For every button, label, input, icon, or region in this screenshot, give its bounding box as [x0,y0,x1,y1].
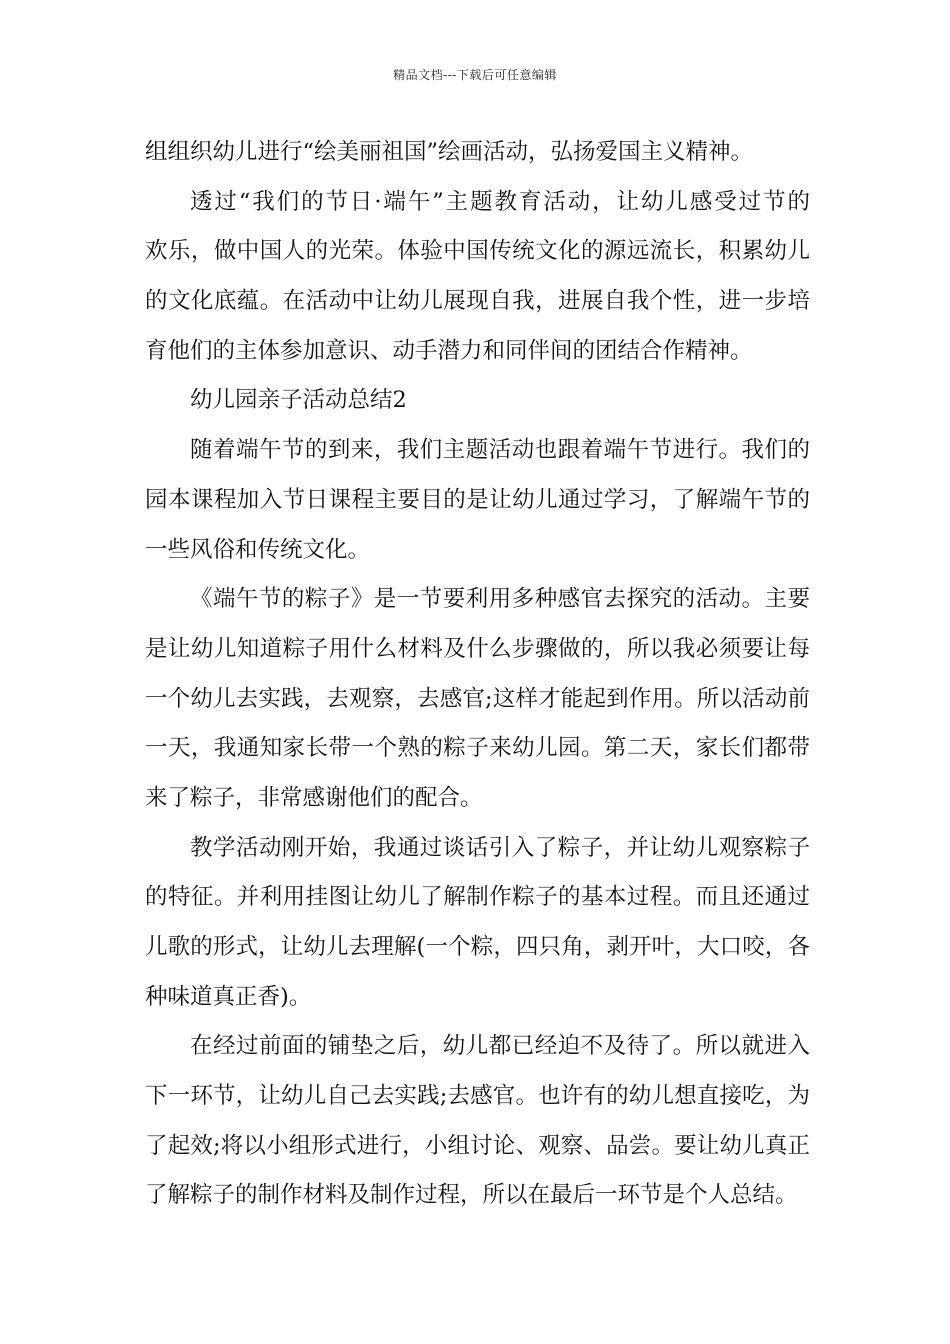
text-line: 一些风俗和传统文化。 [145,536,371,563]
paragraph-first-line: 教学活动刚开始，我通过谈话引入了粽子，并让幼儿观察粽子 [190,834,810,861]
text-line: 的特征。并利用挂图让幼儿了解制作粽子的基本过程。而且还通过 [145,884,810,911]
paragraph-first-line: 《端午节的粽子》是一节要利用多种感官去探究的活动。主要 [190,586,810,613]
paragraph-first-line: 随着端午节的到来，我们主题活动也跟着端午节进行。我们的 [190,437,810,464]
text-line: 组组织幼儿进行“绘美丽祖国”绘画活动，弘扬爱国主义精神。 [145,139,754,165]
text-line: 种味道真正香)。 [145,983,312,1010]
text-line: 儿歌的形式，让幼儿去理解(一个粽，四只角，剥开叶，大口咬，各 [145,934,810,960]
text-line: 下一环节，让幼儿自己去实践;去感官。也许有的幼儿想直接吃，为 [145,1083,810,1110]
text-line: 育他们的主体参加意识、动手潜力和同伴间的团结合作精神。 [145,337,753,364]
text-line: 一天，我通知家长带一个熟的粽子来幼儿园。第二天，家长们都带 [145,735,810,762]
text-line: 一个幼儿去实践，去观察，去感官;这样才能起到作用。所以活动前 [145,685,810,712]
text-line: 园本课程加入节日课程主要目的是让幼儿通过学习，了解端午节的 [145,486,810,513]
document-body [145,128,810,1221]
text-line: 了起效;将以小组形式进行，小组讨论、观察、品尝。要让幼儿真正 [145,1132,810,1159]
text-line: 了解粽子的制作材料及制作过程，所以在最后一环节是个人总结。 [145,1182,798,1209]
paragraph-first-line: 透过“我们的节日·端午”主题教育活动，让幼儿感受过节的 [190,188,810,215]
text-line: 来了粽子，非常感谢他们的配合。 [145,784,483,811]
text-line: 是让幼儿知道粽子用什么材料及什么步骤做的，所以我必须要让每 [145,635,810,662]
section-heading: 幼儿园亲子活动总结2 [190,387,407,414]
text-line: 欢乐，做中国人的光荣。体验中国传统文化的源远流长，积累幼儿 [145,238,810,265]
page-header: 精品文档---下载后可任意编辑 [393,68,557,82]
paragraph-first-line: 在经过前面的铺垫之后，幼儿都已经迫不及待了。所以就进入 [190,1033,810,1060]
text-line: 的文化底蕴。在活动中让幼儿展现自我，进展自我个性，进一步培 [145,288,810,315]
